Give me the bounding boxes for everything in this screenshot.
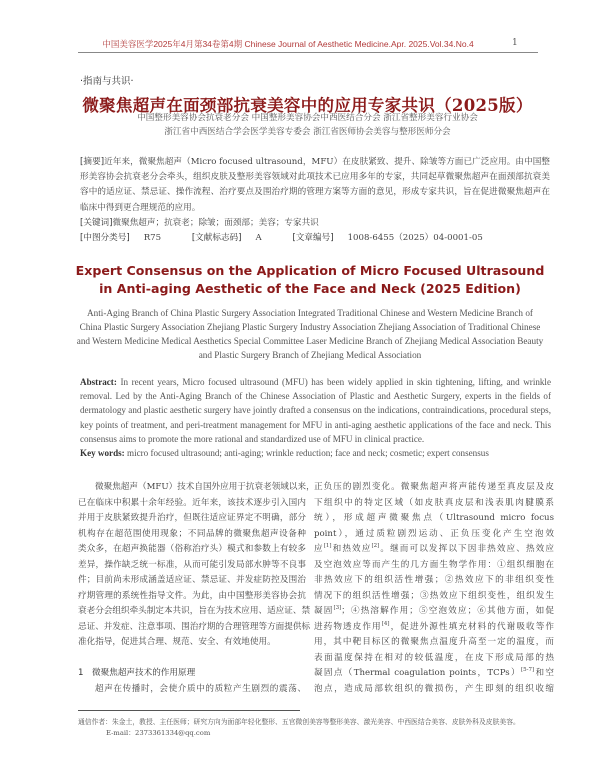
body-text: 凝固 — [314, 606, 334, 616]
body-text: 已在临床中积累十余年经验。近年来，该技术逐步引入国内 — [78, 497, 306, 508]
body-text: 表面温度保持在相对的较低温度，在皮下形成局部的热 — [314, 652, 554, 663]
body-line — [314, 527, 554, 543]
body-line — [78, 573, 306, 589]
abstract-en-body — [80, 375, 551, 446]
body-text: 和空 — [534, 668, 554, 678]
citation-ref[interactable]: [5-7] — [520, 667, 535, 673]
abstract-cn-body — [80, 155, 550, 216]
keywords-cn-label: [关键词] — [80, 217, 113, 228]
body-line — [78, 558, 306, 574]
doc-code-value: A — [255, 233, 262, 244]
doc-code-label: [文献标志码] — [191, 233, 242, 244]
abstract-cn-label: [摘要] — [80, 157, 105, 167]
body-text: 非热效应下的组织活性增强；②热效应下的非组织变性 — [314, 575, 554, 585]
title-cn: 微聚焦超声在面颈部抗衰美容中的应用专家共识（2025版） — [82, 96, 533, 115]
clc-value: R75 — [143, 233, 162, 244]
article-no-label: [文章编号] — [292, 233, 334, 244]
body-text: 和热效应 — [331, 544, 372, 554]
page-number: 1 — [512, 38, 518, 48]
citation-ref[interactable]: [3] — [333, 605, 342, 611]
keywords-cn — [80, 216, 550, 231]
abstract-en — [80, 375, 551, 460]
body-text: 并用于皮肤紧致提升治疗，但既往适应证界定不明确，部分 — [78, 513, 306, 523]
body-text: 微聚焦超声（MFU）技术自国外应用于抗衰老领域以来， — [95, 482, 315, 492]
body-text: 进药物透皮作用 — [314, 621, 382, 632]
body-line — [78, 480, 315, 496]
orgs-cn-line: 中国整形美容协会抗衰老分会 中国整形美容协会中西医结合分会 浙江省整形美容行业协会 — [137, 113, 478, 123]
body-line — [78, 589, 306, 605]
body-text: 忌证、并发症、注意事项、围治疗期的合理管理等方面提供标 — [78, 621, 311, 632]
body-line — [314, 604, 554, 620]
body-text: 衰老分会组织牵头制定本共识，旨在为技术应用、适应证、禁 — [78, 606, 311, 616]
body-text: ；④热溶解作用；⑤空泡效应；⑥其他方面，如促 — [341, 606, 554, 616]
body-text: 件；目前尚未形成涵盖适应证、禁忌证、并发症防控及围治 — [78, 575, 306, 585]
keywords-en-label: Key words: — [80, 448, 125, 459]
body-line — [78, 542, 306, 558]
body-text: 情况下的组织活性增强；③热效应下组织变性，组织发生 — [314, 590, 554, 601]
abstract-cn — [80, 155, 550, 246]
body-line — [314, 651, 554, 667]
abstract-en-label: Abstract: — [80, 377, 117, 387]
body-line — [314, 682, 554, 698]
body-line — [314, 511, 554, 527]
header-divider — [78, 52, 538, 53]
citation-ref[interactable]: [4] — [381, 620, 390, 627]
article-meta — [80, 231, 550, 246]
body-text: 统），形成超声微聚焦点（Ultrasound micro focus — [314, 513, 554, 523]
body-line — [314, 480, 554, 496]
body-line — [314, 589, 554, 605]
body-line — [78, 651, 306, 667]
body-text: 。继而可以发挥以下因非热效应、热效应 — [379, 544, 554, 554]
footnote-divider — [78, 710, 300, 711]
keywords-cn-text: 微聚焦超声；抗衰老；除皱；面颈部；美容；专家共识 — [112, 217, 319, 228]
body-line — [78, 496, 306, 512]
body-text: 类众多，在超声换能器（俗称治疗头）模式和参数上有较多 — [78, 544, 306, 554]
article-no-value: 1008-6455（2025）04-0001-05 — [347, 233, 483, 244]
footnote-email: E-mail：2373361334@qq.com — [106, 729, 211, 737]
body-text: 正负压的剧烈变化。微聚焦超声将声能传递至真皮层及皮 — [314, 482, 554, 492]
body-line — [78, 620, 311, 636]
orgs-en: Anti-Aging Branch of China Plastic Surgery Association Integrated Traditional Chinese and Western Medicine Branch of China Plastic Surgery Association Zhejiang Plastic Surgery Industry Association Zhejiang Association of Traditional Chinese and Western Medicine Medical Aesthetics Special Committee Laser Medicine Branch of Zhejiang Medical Association Beauty and Plastic Surgery Branch of Zhejiang Medical Association — [76, 308, 544, 360]
keywords-en-text: micro focused ultrasound; anti-aging; wrinkle reduction; face and neck; cosmetic; expert consensus — [124, 448, 489, 459]
body-text: 准化指导，促进其合理、规范、安全、有效地使用。 — [78, 637, 276, 647]
citation-ref[interactable]: [2] — [371, 543, 380, 549]
body-text: 疗期管理的系统性指导文件。为此，由中国整形美容协会抗 — [78, 590, 306, 601]
body-text: 下组织中的特定区域（如皮肤真皮层和浅表肌肉腱膜系 — [314, 497, 554, 508]
body-text: 及空泡效应等而产生的几方面生物学作用：①组织细胞在 — [314, 559, 554, 570]
body-text: point），通过质粒剧烈运动、正负压变化产生空泡效 — [314, 528, 554, 539]
body-line — [314, 496, 554, 512]
body-line — [314, 666, 554, 682]
footnote — [78, 717, 520, 739]
section-heading — [78, 666, 306, 682]
keywords-en — [80, 446, 551, 460]
body-text: 超声在传播时，会使介质中的质粒产生剧烈的震荡、 — [95, 683, 306, 694]
body-column-left — [78, 480, 315, 697]
section-tag: ·指南与共识· — [80, 76, 134, 87]
abstract-cn-text: 近年来，微聚焦超声（Micro focused ultrasound，MFU）在皮肤紧致、提升、除皱等方面已广泛应用。由中国整形美容协会抗衰老分会牵头，组织皮肤及整形美容领域对此项技术已应用多年的专家，共同起草微聚焦超声在面颈部抗衰美容中的适应证、禁忌证、操作流程、治疗要点及围治疗期的管理方案等方面的意见，形成专家共识，旨在促进微聚焦超声在临床中得到更合理规范的应用。 — [80, 157, 550, 213]
body-text: 凝固点（Thermal coagulation points，TCPs） — [314, 668, 521, 678]
body-line — [78, 511, 306, 527]
body-text: 应 — [314, 544, 324, 554]
body-text: 1 微聚焦超声技术的作用原理 — [78, 668, 196, 678]
body-line — [78, 604, 311, 620]
body-column-right — [314, 480, 554, 697]
body-line — [314, 542, 554, 558]
body-text: 泡点，造成局部软组织的微损伤，产生即刻的组织收缩 — [314, 683, 554, 694]
body-line — [314, 635, 554, 651]
title-en: Expert Consensus on the Application of Micro Focused Ultrasound in Anti-aging Aesthetic of the Face and Neck (2025 Edition) — [75, 263, 545, 296]
orgs-cn-line: 浙江省中西医结合学会医学美容专委会 浙江省医师协会美容与整形医师分会 — [164, 127, 451, 137]
running-head: 中国美容医学2025年4月第34卷第4期 Chinese Journal of Aesthetic Medicine.Apr. 2025.Vol.34.No.4 — [102, 39, 474, 49]
body-text: 机构存在超范围使用现象；不同品牌的微聚焦超声设备种 — [78, 528, 306, 539]
body-line — [314, 558, 554, 574]
body-line — [78, 635, 306, 651]
body-text: 差异，操作缺乏统一标准，从而可能引发局部水肿等不良事 — [78, 559, 306, 570]
body-line — [314, 573, 554, 589]
footnote-author: 通信作者：朱金土，教授、主任医师；研究方向为面部年轻化整形、五官微创美容等整形美容、激光美容、中西医结合美容、皮肤外科及皮肤美容。 — [78, 718, 520, 726]
abstract-en-text: In recent years, Micro focused ultrasound (MFU) has been widely applied in skin tightening, lifting, and wrinkle removal. Led by the Anti-Aging Branch of the Chinese Association of Plastic and Aesthetic Surgery, experts in the fields of dermatology and plastic aesthetic surgery have jointly drafted a consensus on the indications, contraindications, procedural steps, key points of treatment, and peri-treatment management for MFU in anti-aging aesthetic applications of the face and neck. This consensus aims to promote the more rational and standardized use of MFU in clinical practice. — [80, 377, 551, 444]
body-line — [314, 620, 554, 636]
body-line — [78, 527, 306, 543]
clc-label: [中图分类号] — [80, 233, 130, 244]
citation-ref[interactable]: [1] — [323, 543, 332, 549]
orgs-cn — [60, 111, 555, 139]
body-text: 用，其中靶目标区的微聚焦点温度升高至一定的温度，而 — [314, 637, 554, 647]
body-line — [78, 682, 306, 698]
body-text: ，促进外源性填充材料的代谢吸收等作 — [389, 621, 554, 632]
